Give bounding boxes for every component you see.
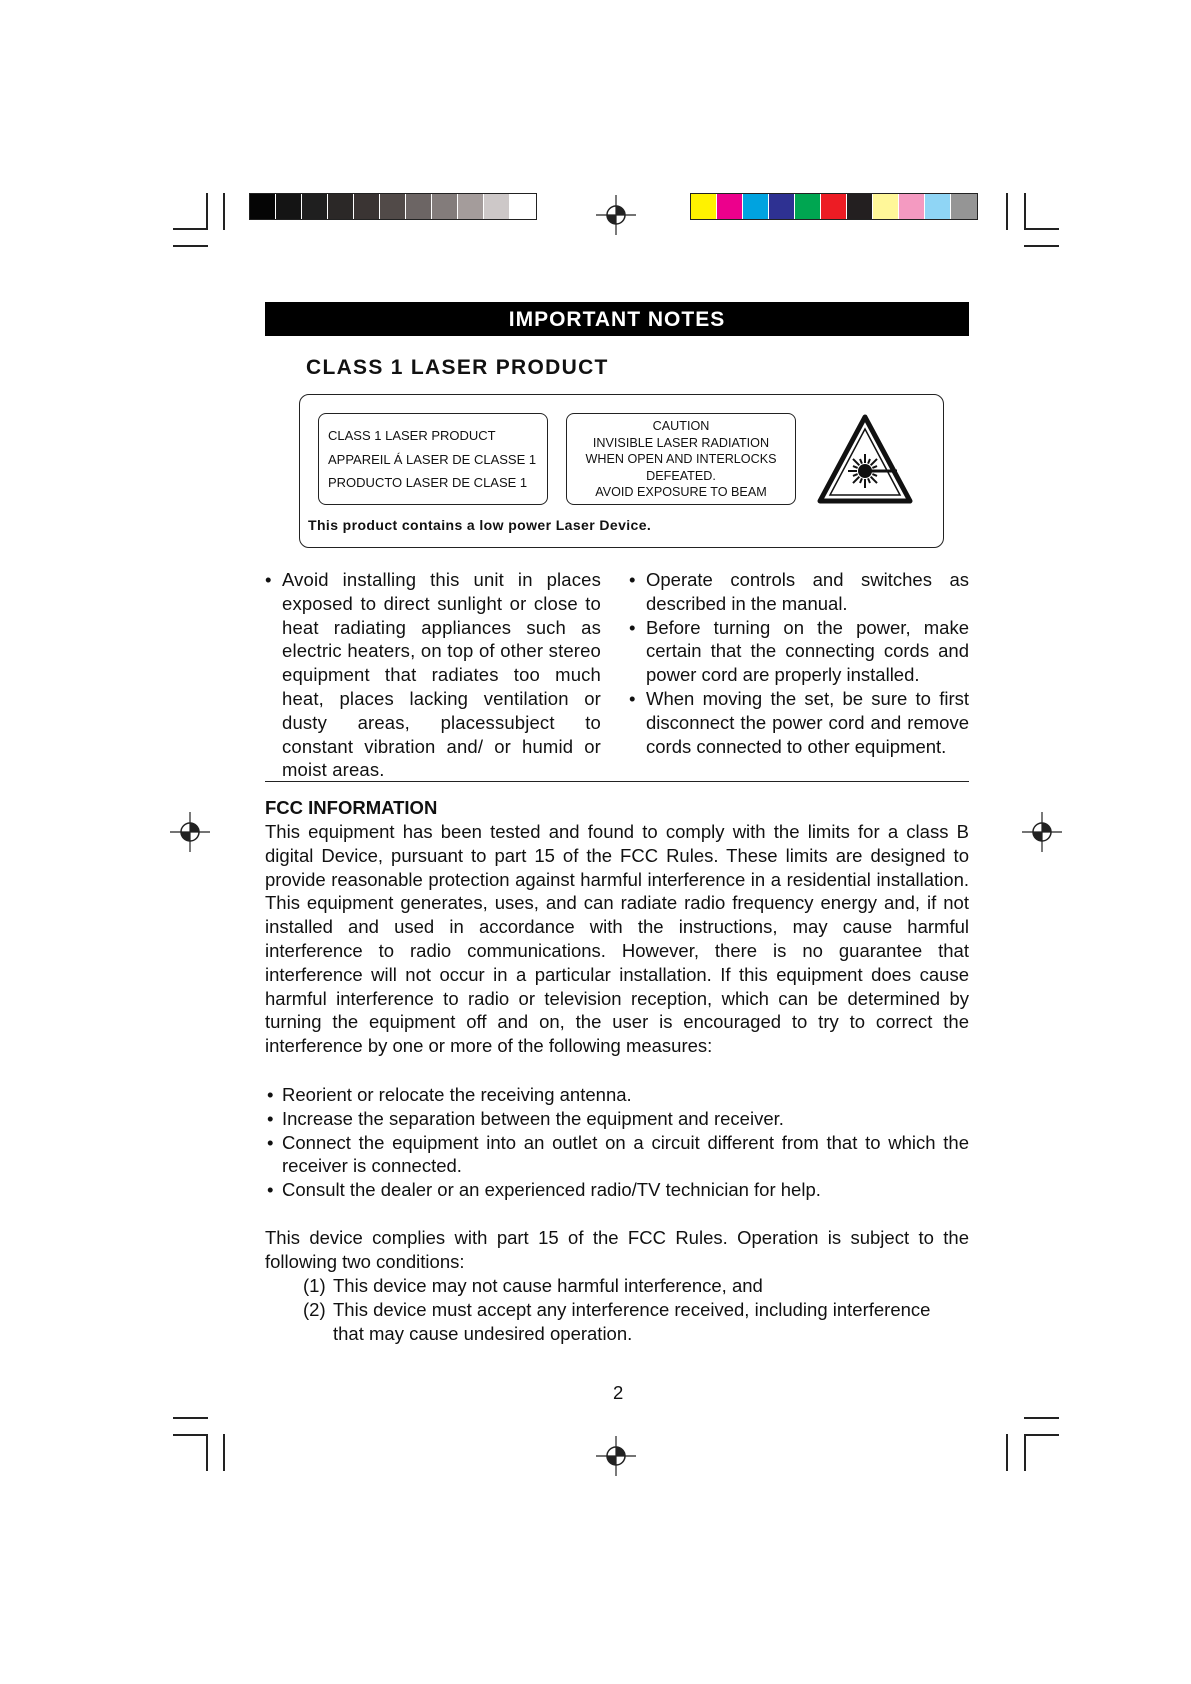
color-swatch bbox=[406, 194, 432, 219]
caution-line: INVISIBLE LASER RADIATION bbox=[592, 435, 770, 450]
class-line-fr: APPAREIL Á LASER DE CLASSE 1 bbox=[328, 451, 537, 467]
page-title: IMPORTANT NOTES bbox=[265, 302, 969, 336]
color-swatch bbox=[899, 194, 925, 219]
condition-text: This device must accept any interference received, including interference that may cause undesired operation. bbox=[333, 1299, 931, 1344]
color-swatch bbox=[302, 194, 328, 219]
color-swatch bbox=[354, 194, 380, 219]
condition-text: This device may not cause harmful interference, and bbox=[333, 1275, 763, 1296]
grayscale-color-bar bbox=[249, 193, 537, 220]
divider bbox=[265, 781, 969, 782]
precautions-left bbox=[265, 568, 601, 782]
laser-warning-panel bbox=[299, 394, 944, 548]
list-item: • Connect the equipment into an outlet on a circuit different from that to which the receiver is connected. bbox=[265, 1131, 969, 1179]
color-swatch bbox=[276, 194, 302, 219]
color-swatch bbox=[769, 194, 795, 219]
condition-item bbox=[303, 1274, 963, 1298]
list-item: • Increase the separation between the equipment and receiver. bbox=[265, 1107, 969, 1131]
list-item: • Before turning on the power, make certain that the connecting cords and power cord are properly installed. bbox=[629, 616, 969, 687]
precautions-right bbox=[629, 568, 969, 758]
color-swatch bbox=[717, 194, 743, 219]
process-color-bar bbox=[690, 193, 978, 220]
color-swatch bbox=[873, 194, 899, 219]
color-swatch bbox=[510, 194, 536, 219]
list-item: • Consult the dealer or an experienced radio/TV technician for help. bbox=[265, 1178, 969, 1202]
condition-number: (2) bbox=[303, 1299, 326, 1320]
laser-class-label bbox=[318, 413, 548, 505]
caution-label bbox=[566, 413, 796, 505]
registration-mark-icon bbox=[170, 812, 210, 852]
color-swatch bbox=[250, 194, 276, 219]
color-swatch bbox=[925, 194, 951, 219]
color-swatch bbox=[795, 194, 821, 219]
color-swatch bbox=[821, 194, 847, 219]
list-item: • Operate controls and switches as described in the manual. bbox=[629, 568, 969, 616]
condition-item bbox=[303, 1298, 963, 1346]
registration-mark-icon bbox=[596, 195, 636, 235]
class-line-es: PRODUCTO LASER DE CLASE 1 bbox=[328, 475, 528, 490]
color-swatch bbox=[847, 194, 873, 219]
color-swatch bbox=[432, 194, 458, 219]
color-swatch bbox=[328, 194, 354, 219]
fcc-title: FCC INFORMATION bbox=[265, 797, 438, 818]
list-item: • Reorient or relocate the receiving antenna. bbox=[265, 1083, 969, 1107]
laser-note: This product contains a low power Laser Device. bbox=[308, 517, 652, 533]
caution-line: CAUTION bbox=[652, 419, 710, 433]
color-swatch bbox=[691, 194, 717, 219]
caution-line: DEFEATED. bbox=[646, 468, 716, 483]
caution-line: WHEN OPEN AND INTERLOCKS bbox=[585, 452, 777, 466]
list-item: • Avoid installing this unit in places exposed to direct sunlight or close to heat radiating appliances such as electric heaters, on top of other stereo equipment that radiates too much heat, places lacking ventilation or dusty areas, placessubject to constant vibration and/ or humid or moist areas. bbox=[265, 568, 601, 782]
color-swatch bbox=[484, 194, 510, 219]
condition-number: (1) bbox=[303, 1275, 326, 1296]
color-swatch bbox=[380, 194, 406, 219]
class-line-en: CLASS 1 LASER PRODUCT bbox=[328, 428, 496, 443]
caution-line: AVOID EXPOSURE TO BEAM bbox=[595, 485, 767, 499]
color-swatch bbox=[951, 194, 977, 219]
fcc-measures bbox=[265, 1083, 969, 1202]
registration-mark-icon bbox=[596, 1436, 636, 1476]
fcc-body: This equipment has been tested and found to comply with the limits for a class B digital Device, pursuant to part 15 of the FCC Rules. These limits are designed to provide reasonable protection against harmful interference in a residential installation. This equipment generates, uses, and can radiate radio frequency energy and, if not installed and used in accordance with the instructions, may cause harmful interference to radio communications. However, there is no guarantee that interference will not occur in a particular installation. If this equipment does cause harmful interference to radio or television reception, which can be determined by turning the equipment off and on, the user is encouraged to try to correct the interference by one or more of the following measures: bbox=[265, 821, 969, 1057]
section-title: CLASS 1 LASER PRODUCT bbox=[306, 356, 609, 379]
page-number: 2 bbox=[613, 1382, 624, 1403]
fcc-part15-text: This device complies with part 15 of the FCC Rules. Operation is subject to the following two conditions: bbox=[265, 1227, 969, 1272]
color-swatch bbox=[743, 194, 769, 219]
registration-mark-icon bbox=[1022, 812, 1062, 852]
laser-hazard-icon bbox=[817, 413, 913, 505]
color-swatch bbox=[458, 194, 484, 219]
list-item: • When moving the set, be sure to first disconnect the power cord and remove cords connected to other equipment. bbox=[629, 687, 969, 758]
